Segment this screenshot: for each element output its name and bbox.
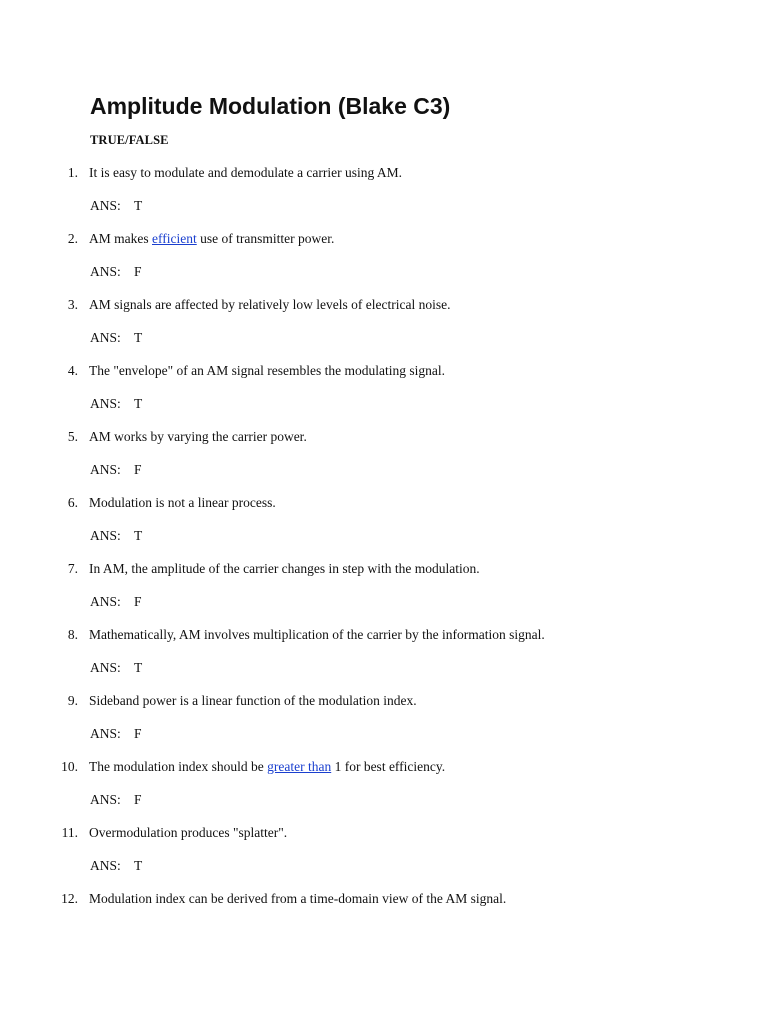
answer-line [90,855,142,877]
answer-line [90,327,142,349]
link-greater-than[interactable]: greater than [267,759,332,774]
question-text [89,162,402,184]
question-text-part: Mathematically, AM involves multiplication of the carrier by the information signal. [89,627,545,642]
answer-label: ANS: [90,726,121,741]
answer-value: F [134,726,142,741]
question-number: 11. [61,825,78,840]
answer-line [90,195,142,217]
question-text [89,624,545,646]
answer-value: T [134,330,143,345]
question-text [89,690,417,712]
answer-line [90,459,142,481]
section-heading: TRUE/FALSE [90,133,169,147]
question-text-part: In AM, the amplitude of the carrier changes in step with the modulation. [89,561,480,576]
question-number: 10. [61,759,78,774]
question-text-part: Modulation index can be derived from a time-domain view of the AM signal. [89,891,507,906]
question-number: 6. [67,495,78,510]
answer-line [90,393,142,415]
question-number: 9. [67,693,78,708]
question-text-part: 1 for best efficiency. [331,759,446,774]
question-text-part: Sideband power is a linear function of the modulation index. [89,693,417,708]
answer-line [90,723,142,745]
question-text-part: AM makes [89,231,152,246]
question-text-part: AM works by varying the carrier power. [89,429,307,444]
answer-value: F [134,462,142,477]
answer-value: F [134,264,142,279]
question-item [0,558,768,624]
answer-value: T [134,198,143,213]
question-item [0,294,768,360]
question-text-part: AM signals are affected by relatively low levels of electrical noise. [89,297,451,312]
question-item [0,162,768,228]
question-number: 4. [67,363,78,378]
answer-value: F [134,594,142,609]
page-title: Amplitude Modulation (Blake C3) [90,93,451,119]
question-item [0,624,768,690]
answer-line [90,591,142,613]
answer-label: ANS: [90,528,121,543]
question-item [0,756,768,822]
question-item [0,888,768,954]
question-text-part: It is easy to modulate and demodulate a carrier using AM. [89,165,403,180]
question-text-part: use of transmitter power. [196,231,335,246]
question-item [0,228,768,294]
question-text-part: Modulation is not a linear process. [89,495,276,510]
answer-label: ANS: [90,594,121,609]
link-efficient[interactable]: efficient [152,231,197,246]
question-text [89,756,445,778]
answer-line [90,789,142,811]
question-text [89,558,480,580]
question-item [0,360,768,426]
question-text [89,228,334,250]
question-number: 1. [67,165,78,180]
answer-line [90,261,142,283]
answer-line [90,525,142,547]
question-number: 2. [67,231,78,246]
question-number: 7. [67,561,78,576]
question-text [89,888,506,910]
answer-label: ANS: [90,858,121,873]
question-text-part: The "envelope" of an AM signal resembles the modulating signal. [89,363,445,378]
question-item [0,492,768,558]
question-item [0,822,768,888]
answer-label: ANS: [90,792,121,807]
question-number: 5. [67,429,78,444]
answer-label: ANS: [90,660,121,675]
question-text [89,426,307,448]
question-text [89,294,451,316]
question-number: 3. [67,297,78,312]
question-item [0,426,768,492]
question-text-part: The modulation index should be [89,759,268,774]
question-text [89,360,445,382]
answer-value: T [134,396,143,411]
question-number: 12. [61,891,78,906]
answer-line [90,657,142,679]
answer-value: T [134,528,143,543]
answer-label: ANS: [90,462,121,477]
answer-value: T [134,660,143,675]
answer-value: F [134,792,142,807]
question-text-part: Overmodulation produces "splatter". [89,825,288,840]
answer-value: T [134,858,143,873]
question-list [0,162,768,954]
question-number: 8. [67,627,78,642]
answer-label: ANS: [90,396,121,411]
answer-label: ANS: [90,198,121,213]
question-item [0,690,768,756]
answer-label: ANS: [90,330,121,345]
answer-label: ANS: [90,264,121,279]
question-text [89,822,287,844]
question-text [89,492,276,514]
